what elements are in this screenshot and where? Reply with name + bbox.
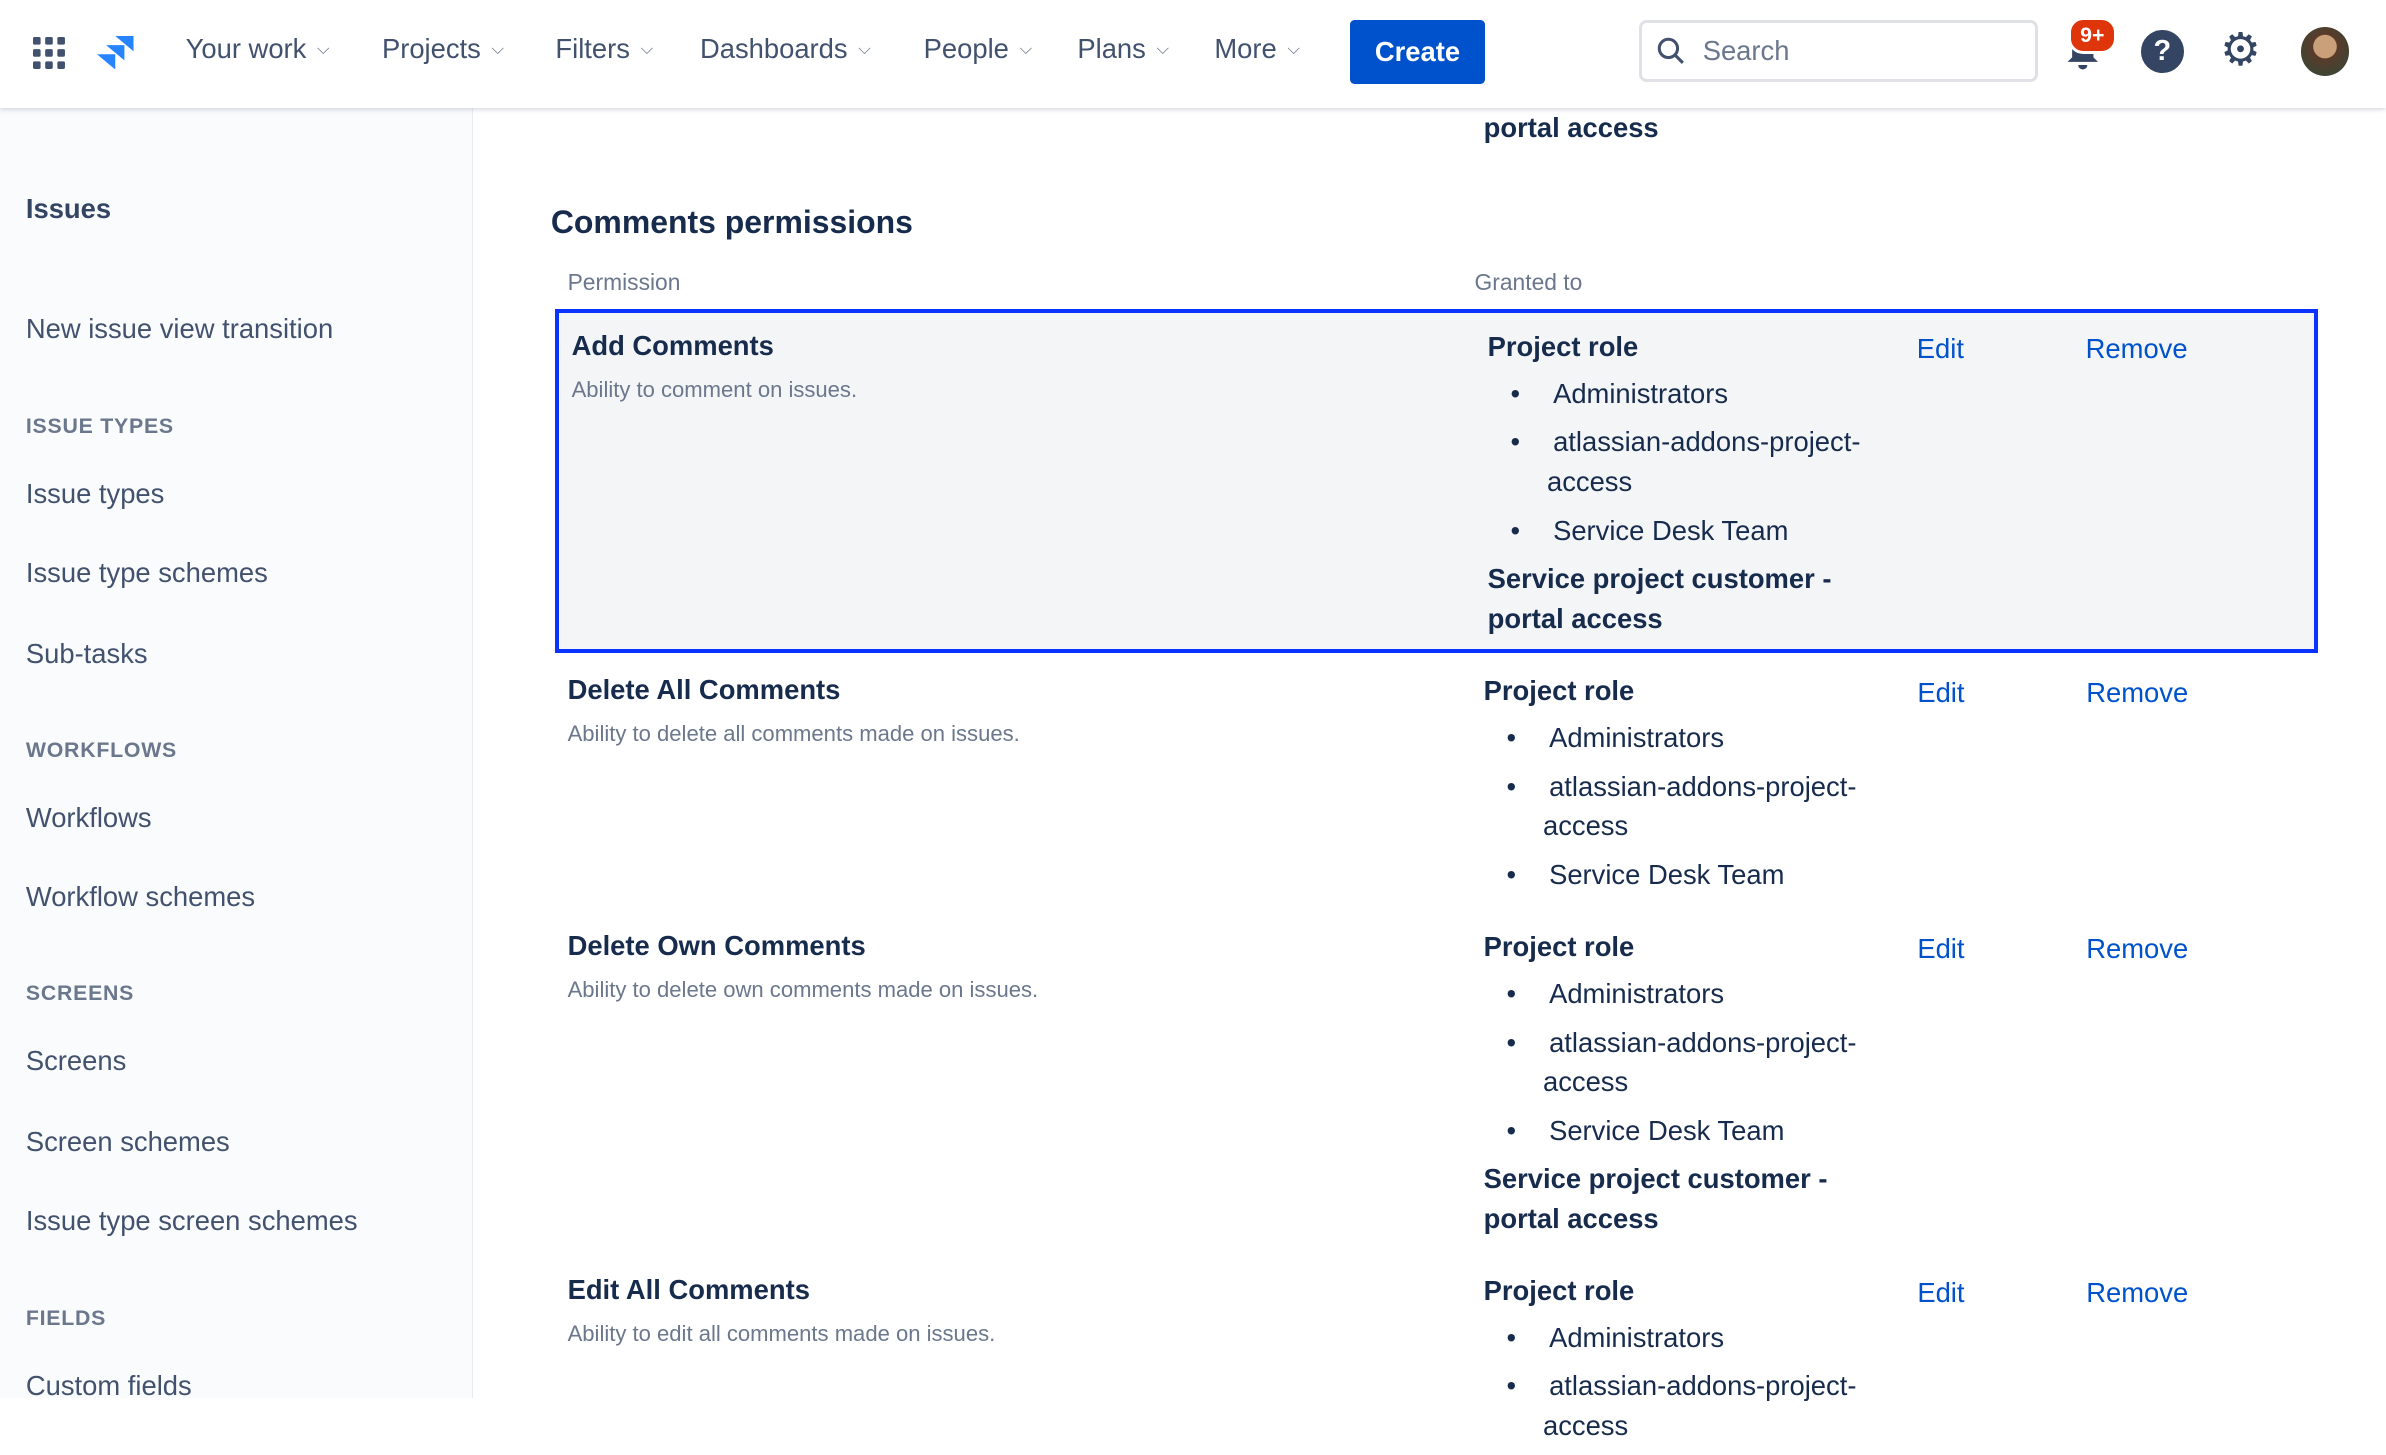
nav-label: Plans: [1077, 33, 1146, 65]
permission-name: Edit All Comments: [567, 1273, 810, 1305]
chevron-down-icon: ⌵: [1019, 39, 1033, 59]
permission-row: [555, 309, 2317, 653]
sidebar-section-workflows: WORKFLOWS: [25, 738, 178, 762]
nav-filters[interactable]: [555, 33, 653, 65]
sidebar-section-issue-types: ISSUE TYPES: [25, 413, 174, 438]
granted-to: [1488, 327, 1884, 639]
overflow-granted-text: portal access: [1483, 111, 1659, 143]
permission-description: Ability to comment on issues.: [571, 376, 858, 402]
nav-label: Dashboards: [699, 33, 848, 65]
grant-type: Project role: [1483, 930, 1635, 962]
search-icon: [1657, 37, 1684, 64]
grant-members: [1488, 374, 1884, 551]
user-avatar[interactable]: [2301, 27, 2350, 76]
nav-label: Projects: [381, 33, 481, 65]
column-header-permission: Permission: [567, 269, 681, 296]
sidebar: [0, 108, 473, 1401]
search-input[interactable]: [1639, 20, 2038, 82]
search-placeholder: Search: [1702, 34, 1790, 66]
app-switcher-icon[interactable]: [33, 37, 66, 77]
chevron-down-icon: ⌵: [1287, 39, 1301, 59]
granted-to: [1484, 927, 1880, 1239]
sidebar-item-new-issue-view-transition[interactable]: New issue view transition: [25, 313, 334, 345]
nav-label: Filters: [555, 33, 630, 65]
grant-member: • Administrators: [1484, 718, 1880, 758]
grant-member: • Administrators: [1484, 1318, 1880, 1358]
grant-members: [1484, 1318, 1880, 1446]
grant-type: Project role: [1483, 675, 1635, 707]
chevron-down-icon: ⌵: [317, 39, 330, 59]
edit-link[interactable]: Edit: [1917, 932, 1965, 964]
sidebar-item-issue-type-screen-schemes[interactable]: Issue type screen schemes: [25, 1205, 358, 1237]
grant-type: Project role: [1483, 1274, 1635, 1306]
grant-member: • Service Desk Team: [1484, 855, 1880, 895]
notification-badge: 9+: [2068, 17, 2117, 54]
permission-description: Ability to edit all comments made on issues.: [567, 1320, 996, 1346]
nav-label: Your work: [185, 33, 307, 65]
create-button[interactable]: Create: [1350, 20, 1485, 84]
nav-more[interactable]: [1214, 33, 1300, 65]
sidebar-item-workflow-schemes[interactable]: Workflow schemes: [25, 881, 256, 913]
nav-projects[interactable]: [382, 33, 504, 65]
grant-member: • Service Desk Team: [1488, 511, 1884, 551]
granted-to: [1484, 1271, 1880, 1455]
help-icon[interactable]: ?: [2141, 30, 2184, 73]
sidebar-item-custom-fields[interactable]: Custom fields: [25, 1369, 192, 1401]
sidebar-item-issue-type-schemes[interactable]: Issue type schemes: [25, 556, 268, 588]
sidebar-item-workflows[interactable]: Workflows: [25, 801, 152, 833]
nav-label: People: [923, 33, 1009, 65]
grant-type-extra: Service project customer - portal access: [1483, 1163, 1828, 1235]
permission-name: Add Comments: [571, 329, 774, 361]
grant-member: • atlassian-addons-project-access: [1484, 767, 1880, 846]
permission-description: Ability to delete all comments made on issues.: [567, 721, 1020, 747]
section-heading: Comments permissions: [550, 203, 913, 240]
remove-link[interactable]: Remove: [2085, 332, 2188, 364]
permission-name: Delete Own Comments: [567, 929, 866, 961]
permission-description: Ability to delete own comments made on issues.: [567, 976, 1039, 1002]
chevron-down-icon: ⌵: [491, 39, 505, 59]
sidebar-section-screens: SCREENS: [25, 981, 135, 1006]
nav-label: More: [1214, 33, 1277, 65]
sidebar-item-sub-tasks[interactable]: Sub-tasks: [25, 637, 148, 669]
edit-link[interactable]: Edit: [1916, 332, 1964, 364]
nav-your-work[interactable]: [186, 33, 330, 65]
remove-link[interactable]: Remove: [2086, 932, 2189, 964]
top-nav: [0, 0, 2386, 108]
grant-member: • Administrators: [1488, 374, 1884, 414]
edit-link[interactable]: Edit: [1917, 1276, 1965, 1308]
grant-member: • atlassian-addons-project-access: [1484, 1023, 1880, 1102]
grant-type-extra: Service project customer - portal access: [1487, 563, 1832, 634]
nav-people[interactable]: [924, 33, 1033, 65]
sidebar-item-issues[interactable]: Issues: [25, 193, 112, 225]
grant-members: [1484, 974, 1880, 1151]
settings-gear-icon[interactable]: ⚙: [2220, 23, 2262, 75]
sidebar-item-screens[interactable]: Screens: [25, 1045, 127, 1077]
grant-member: • Administrators: [1484, 974, 1880, 1014]
chevron-down-icon: ⌵: [858, 39, 871, 59]
sidebar-item-screen-schemes[interactable]: Screen schemes: [25, 1126, 230, 1158]
grant-members: [1484, 718, 1880, 895]
grant-member: • Service Desk Team: [1484, 1111, 1880, 1151]
remove-link[interactable]: Remove: [2086, 1276, 2189, 1308]
nav-dashboards[interactable]: [700, 33, 871, 65]
chevron-down-icon: ⌵: [1156, 39, 1170, 59]
edit-link[interactable]: Edit: [1917, 677, 1965, 709]
permission-name: Delete All Comments: [567, 674, 841, 706]
granted-to: [1484, 671, 1880, 904]
sidebar-item-issue-types[interactable]: Issue types: [25, 477, 165, 509]
column-header-granted-to: Granted to: [1474, 269, 1583, 296]
grant-type: Project role: [1487, 330, 1639, 362]
sidebar-section-fields: FIELDS: [25, 1305, 107, 1330]
nav-plans[interactable]: [1077, 33, 1169, 65]
grant-member: • atlassian-addons-project-access: [1484, 1366, 1880, 1445]
chevron-down-icon: ⌵: [640, 39, 654, 59]
jira-logo-icon[interactable]: [97, 33, 137, 80]
remove-link[interactable]: Remove: [2086, 677, 2189, 709]
grant-member: • atlassian-addons-project-access: [1488, 422, 1884, 501]
